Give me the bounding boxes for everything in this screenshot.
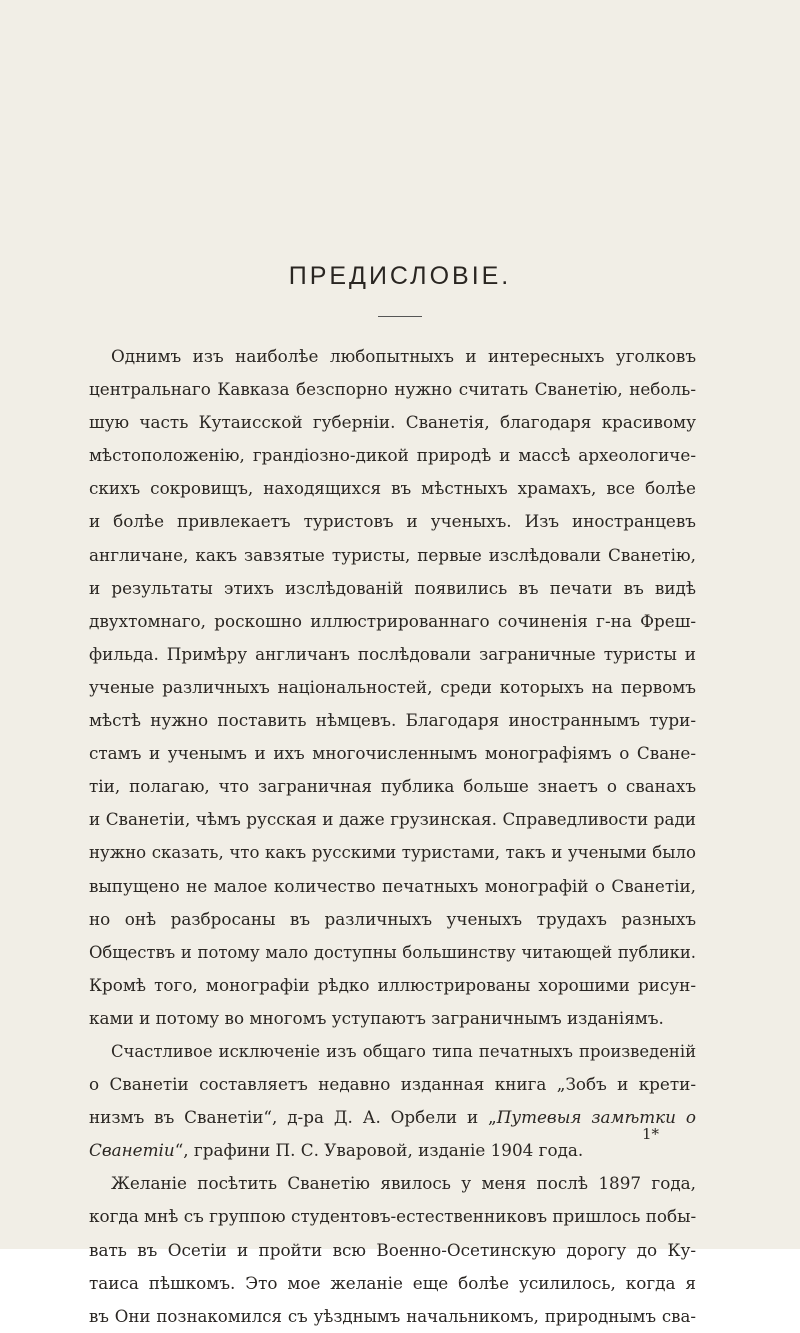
text-line: но онѣ разбросаны въ различныхъ ученыхъ трудахъ разныхъ bbox=[89, 908, 696, 929]
text-line: Однимъ изъ наиболѣе любопытныхъ и интересныхъ уголковъ bbox=[111, 346, 696, 366]
text-line: двухтомнаго, роскошно иллюстрированнаго сочиненія г-на Фреш- bbox=[89, 610, 696, 631]
text-line: тіи, полагаю, что заграничная публика больше знаетъ о сванахъ bbox=[89, 776, 696, 797]
text-line: Сванетіи“, графини П. С. Уваровой, изданіе 1904 года. bbox=[89, 1140, 584, 1161]
text-line: о Сванетіи составляетъ недавно изданная книга „Зобъ и крети- bbox=[89, 1074, 696, 1095]
text-line: англичане, какъ завзятые туристы, первые изслѣдовали Сванетію, bbox=[89, 544, 696, 565]
text-line: Счастливое исключеніе изъ общаго типа печатныхъ произведеній bbox=[111, 1041, 696, 1061]
text-line: и Сванетіи, чѣмъ русская и даже грузинская. Справедливости ради bbox=[89, 809, 696, 830]
text-line: центральнаго Кавказа безспорно нужно считать Сванетію, неболь- bbox=[89, 379, 696, 400]
text-line: стамъ и ученымъ и ихъ многочисленнымъ монографіямъ о Сване- bbox=[89, 743, 696, 764]
text-line: низмъ въ Сванетіи“, д-ра Д. А. Орбели и „Путевыя замѣтки о bbox=[89, 1107, 696, 1128]
text-line: ками и потому во многомъ уступаютъ заграничнымъ изданіямъ. bbox=[89, 1007, 664, 1028]
text-line: таиса пѣшкомъ. Это мое желаніе еще болѣе усилилось, когда я bbox=[89, 1272, 696, 1293]
text-line: Кромѣ того, монографіи рѣдко иллюстрированы хорошими рисун- bbox=[89, 974, 696, 995]
text-line: въ Они познакомился съ уѣзднымъ начальникомъ, природнымъ сва- bbox=[89, 1306, 696, 1326]
text-line: и результаты этихъ изслѣдованій появились въ печати въ видѣ bbox=[89, 577, 696, 598]
text-line: мѣстѣ нужно поставить нѣмцевъ. Благодаря иностраннымъ тури- bbox=[89, 710, 696, 731]
signature-mark: 1* bbox=[642, 1125, 660, 1143]
text-line: фильда. Примѣру англичанъ послѣдовали заграничные туристы и bbox=[89, 643, 696, 664]
text-line: Желаніе посѣтить Сванетію явилось у меня послѣ 1897 года, bbox=[111, 1173, 696, 1194]
text-line: и болѣе привлекаетъ туристовъ и ученыхъ. Изъ иностранцевъ bbox=[89, 511, 696, 532]
text-line: выпущено не малое количество печатныхъ монографій о Сванетіи, bbox=[89, 875, 696, 896]
preface-text bbox=[89, 340, 696, 1333]
text-line: нужно сказать, что какъ русскими туристами, такъ и учеными было bbox=[89, 843, 696, 863]
text-line: Обществъ и потому мало доступны большинству читающей публики. bbox=[89, 942, 696, 962]
text-line: скихъ сокровищъ, находящихся въ мѣстныхъ храмахъ, все болѣе bbox=[89, 478, 696, 499]
page-title: ПРЕДИСЛОВІЕ. bbox=[288, 262, 512, 290]
title-divider bbox=[378, 316, 422, 317]
text-line: ученые различныхъ національностей, среди которыхъ на первомъ bbox=[89, 676, 696, 697]
text-line: когда мнѣ съ группою студентовъ-естественниковъ пришлось побы- bbox=[89, 1206, 696, 1227]
text-line: шую часть Кутаисской губерніи. Сванетія, благодаря красивому bbox=[89, 412, 696, 433]
text-line: вать въ Осетіи и пройти всю Военно-Осетинскую дорогу до Ку- bbox=[89, 1239, 696, 1260]
text-line: мѣстоположенію, грандіозно-дикой природѣ и массѣ археологиче- bbox=[89, 445, 696, 466]
